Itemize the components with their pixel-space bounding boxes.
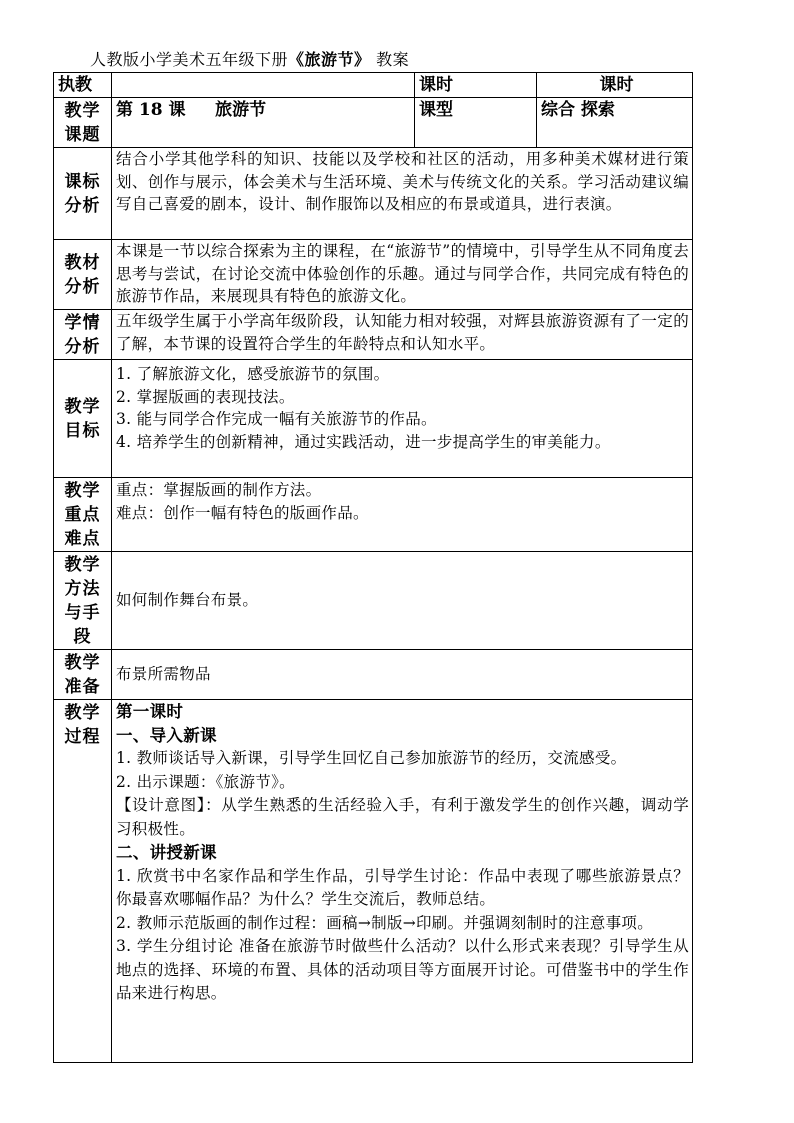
title-suffix: 教案	[376, 50, 410, 69]
teacher-value	[112, 73, 415, 98]
process-item: 2. 出示课题：《旅游节》。	[116, 772, 295, 791]
methods-text: 如何制作舞台布景。	[112, 552, 693, 650]
objective-item: 3. 能与同学合作完成一幅有关旅游节的作品。	[116, 410, 437, 428]
teacher-label: 执教	[54, 73, 112, 98]
curriculum-text: 结合小学其他学科的知识、技能以及学校和社区的活动，用多种美术媒材进行策划、创作与展示，体会美术与生活环境、美术与传统文化的关系。学习活动建议编写自己喜爱的剧本，设计、制作服饰以及相应的布景或道具，进行表演。	[112, 148, 693, 240]
key-point-item: 难点：创作一幅有特色的版画作品。	[116, 503, 369, 522]
preparation-row	[54, 650, 693, 700]
textbook-text: 本课是一节以综合探索为主的课程，在“旅游节”的情境中，引导学生从不同角度去思考与尝试，在讨论交流中体验创作的乐趣。通过与同学合作，共同完成有特色的旅游节作品，来展现具有特色的旅游文化。	[112, 240, 693, 310]
textbook-label: 教材 分析	[54, 240, 112, 310]
objectives-list	[112, 360, 693, 478]
methods-label: 教学 方法 与手 段	[54, 552, 112, 650]
students-row	[54, 310, 693, 360]
topic-row	[54, 98, 693, 148]
process-item: 2. 教师示范版画的制作过程：画稿→制版→印刷。并强调刻制时的注意事项。	[116, 913, 653, 932]
period-heading: 第一课时	[116, 702, 184, 721]
lesson-title: 旅游节	[215, 100, 267, 120]
key-points-label: 教学 重点 难点	[54, 478, 112, 552]
key-point-item: 重点：掌握版画的制作方法。	[116, 481, 322, 499]
header-row	[54, 73, 693, 98]
process-item: 3. 学生分组讨论 准备在旅游节时做些什么活动？以什么形式来表现？引导学生从地点的选择、环境的布置、具体的活动项目等方面展开讨论。可借鉴书中的学生作品来进行构思。	[116, 937, 689, 1002]
textbook-row	[54, 240, 693, 310]
title-book: 《旅游节》	[288, 50, 371, 69]
type-value: 综合 探索	[537, 98, 693, 148]
type-label: 课型	[415, 98, 537, 148]
methods-row	[54, 552, 693, 650]
lesson-number: 第 18 课	[116, 100, 186, 120]
lesson-plan-table	[53, 72, 693, 1063]
process-item: 1. 教师谈话导入新课，引导学生回忆自己参加旅游节的经历，交流感受。	[116, 749, 627, 767]
objective-item: 1. 了解旅游文化，感受旅游节的氛围。	[116, 365, 390, 383]
title-prefix: 人教版小学美术五年级下册	[90, 50, 289, 69]
key-points-list	[112, 478, 693, 552]
topic-value	[112, 98, 415, 148]
objectives-row	[54, 360, 693, 478]
topic-label: 教学 课题	[54, 98, 112, 148]
objective-item: 2. 掌握版画的表现技法。	[116, 387, 295, 406]
preparation-text: 布景所需物品	[112, 650, 693, 700]
process-item: 1. 欣赏书中名家作品和学生作品，引导学生讨论：作品中表现了哪些旅游景点？你最喜欢哪幅作品？为什么？学生交流后，教师总结。	[116, 866, 689, 908]
students-text: 五年级学生属于小学高年级阶段，认知能力相对较强，对辉县旅游资源有了一定的了解，本节课的设置符合学生的年龄特点和认知水平。	[112, 310, 693, 360]
process-row	[54, 700, 693, 1063]
section-heading: 一、导入新课	[116, 725, 217, 745]
period-value: 课时	[537, 73, 693, 98]
objective-item: 4. 培养学生的创新精神，通过实践活动，进一步提高学生的审美能力。	[116, 432, 611, 451]
document-title	[90, 50, 409, 70]
students-label: 学情 分析	[54, 310, 112, 360]
curriculum-label: 课标 分析	[54, 148, 112, 240]
process-content	[112, 700, 693, 1063]
objectives-label: 教学 目标	[54, 360, 112, 478]
process-label: 教学 过程	[54, 700, 112, 1063]
period-label: 课时	[415, 73, 537, 98]
section-heading: 二、讲授新课	[116, 843, 217, 862]
design-intent: 【设计意图】：从学生熟悉的生活经验入手，有利于激发学生的创作兴趣，调动学习积极性。	[116, 796, 689, 838]
preparation-label: 教学 准备	[54, 650, 112, 700]
key-points-row	[54, 478, 693, 552]
curriculum-row	[54, 148, 693, 240]
